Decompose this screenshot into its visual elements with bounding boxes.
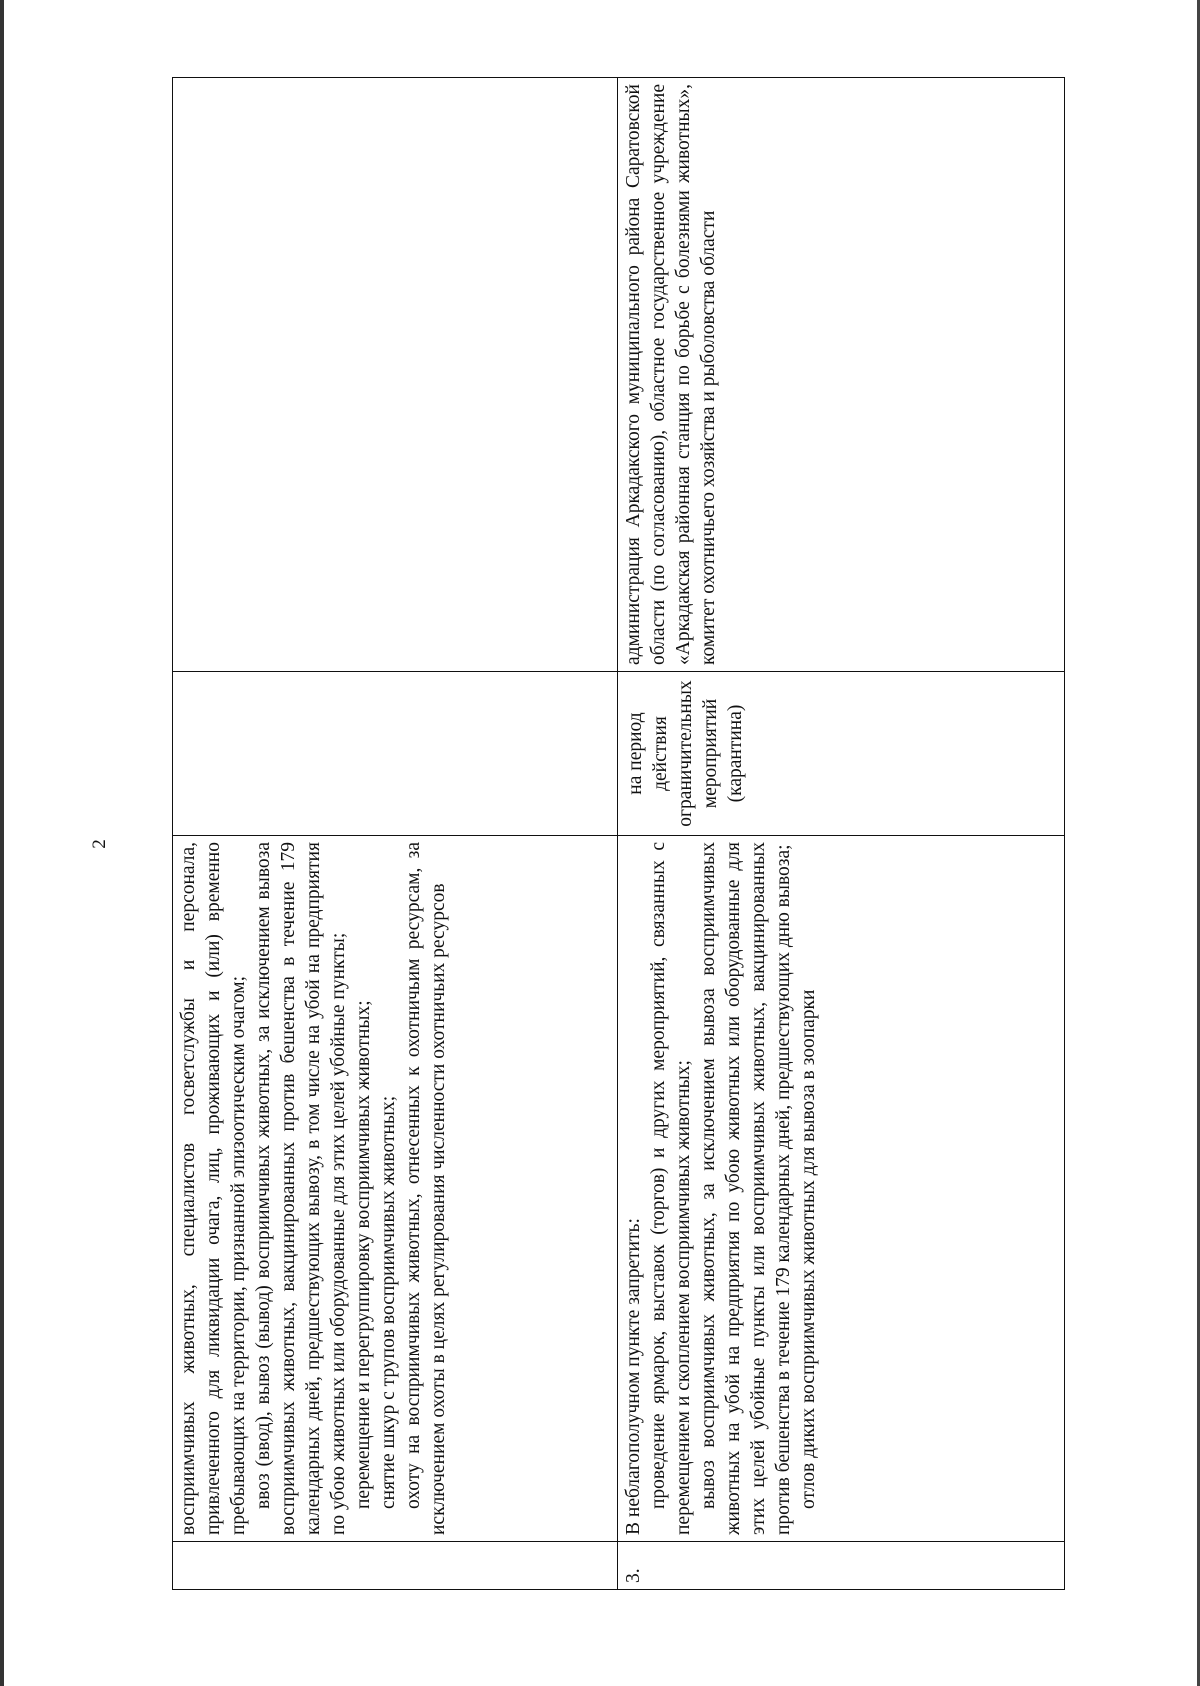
measure-paragraph: вывоз восприимчивых животных, за исключением вывоза восприимчивых животных на убой на предприятия по убою животных или оборудованные для этих целей убойные пункты или восприимчивых животных, вакцинированных против бешенства в течение 179 календарных дней, предшествующих дню вывоза;	[697, 842, 794, 1535]
term-cell	[618, 672, 1065, 836]
responsible-cell: администрация Аркадакского муниципального района Саратовской области (по согласованию), областное государственное учреждение «Аркадакская районная станция по борьбе с болезнями животных», комитет охотничьего хозяйства и рыболовства области	[618, 78, 1065, 672]
measure-paragraph: ввоз (ввод), вывоз (вывод) восприимчивых животных, за исключением вывоза восприимчивых животных, вакцинированных против бешенства в течение 179 календарных дней, предшествующих вывозу, в том числе на убой на предприятия по убою животных или оборудованные для этих целей убойные пункты;	[252, 842, 349, 1535]
measures-table	[172, 77, 1065, 1590]
measure-paragraph: восприимчивых животных, специалистов госветслужбы и персонала, привлеченного для ликвидации очага, лиц, проживающих и (или) временно пребывающих на территории, признанной эпизоотическим очагом;	[178, 842, 249, 1535]
term-line: мероприятий	[699, 698, 721, 809]
page-number: 2	[89, 839, 110, 849]
term-line: ограничительных	[674, 680, 696, 827]
measures-cell	[618, 836, 1065, 1542]
measure-paragraph: снятие шкур с трупов восприимчивых животных;	[377, 1095, 399, 1509]
document-table-area	[172, 78, 1064, 1590]
measures-cell	[173, 836, 618, 1542]
term-line: действия	[649, 716, 671, 791]
term-line: на период	[625, 712, 646, 795]
measure-paragraph: перемещение и перегруппировку восприимчивых животных;	[352, 1000, 374, 1509]
row-number-cell	[173, 1542, 618, 1590]
scan-edge-left	[0, 0, 4, 1686]
responsible-cell	[173, 78, 618, 672]
table-body	[173, 78, 1065, 1590]
measure-paragraph: отлов диких восприимчивых животных для вывоза в зоопарки	[797, 989, 819, 1509]
term-cell	[173, 672, 618, 836]
table-row	[173, 78, 618, 1590]
measure-paragraph: В неблагополучном пункте запретить:	[623, 1218, 644, 1535]
term-line: (карантина)	[724, 704, 746, 803]
table-row	[618, 78, 1065, 1590]
rotated-table-container	[172, 78, 1064, 1590]
measure-paragraph: проведение ярмарок, выставок (торгов) и других мероприятий, связанных с перемещением и скоплением восприимчивых животных;	[647, 842, 694, 1535]
row-number-cell: 3.	[618, 1542, 1065, 1590]
measure-paragraph: охоту на восприимчивых животных, отнесенных к охотничьим ресурсам, за исключением охоты в целях регулирования численности охотничьих ресурсов	[402, 842, 449, 1535]
